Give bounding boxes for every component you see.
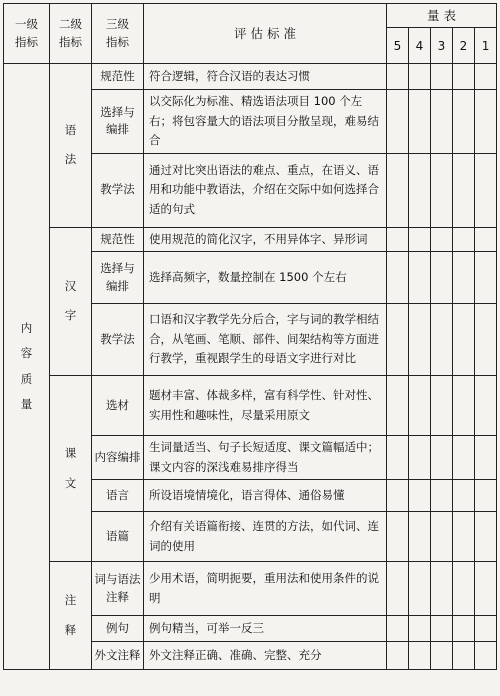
score-cell[interactable]	[409, 304, 431, 376]
score-cell[interactable]	[387, 64, 409, 90]
score-cell[interactable]	[387, 153, 409, 227]
header-level3: 三级 指标	[92, 4, 144, 64]
score-cell[interactable]	[453, 90, 475, 154]
score-cell[interactable]	[431, 252, 453, 304]
header-level1: 一级 指标	[4, 4, 50, 64]
score-cell[interactable]	[409, 616, 431, 642]
score-cell[interactable]	[475, 642, 497, 670]
criteria-cell: 口语和汉字教学先分后合，字与词的教学相结合，从笔画、笔顺、部件、间架结构等方面进行教学，重视跟学生的母语文字进行对比	[144, 304, 387, 376]
level2-cell: 课 文	[50, 376, 92, 562]
level3-cell	[92, 562, 144, 616]
score-cell[interactable]	[453, 304, 475, 376]
score-cell[interactable]	[387, 252, 409, 304]
score-cell[interactable]	[409, 480, 431, 512]
score-cell[interactable]	[453, 512, 475, 562]
criteria-cell: 外文注释正确、准确、完整、充分	[144, 642, 387, 670]
level3-cell	[92, 64, 144, 90]
score-cell[interactable]	[431, 562, 453, 616]
level3-label: 选材	[106, 397, 129, 412]
level2-cell: 语 法	[50, 64, 92, 228]
score-cell[interactable]	[431, 64, 453, 90]
score-cell[interactable]	[431, 616, 453, 642]
score-cell[interactable]	[453, 436, 475, 480]
level3-cell	[92, 153, 144, 227]
score-cell[interactable]	[431, 436, 453, 480]
score-cell[interactable]	[475, 64, 497, 90]
criteria-cell: 例句精当，可举一反三	[144, 616, 387, 642]
level3-label: 外文注释	[94, 647, 141, 662]
criteria-cell: 介绍有关语篇衔接、连贯的方法，如代词、连词的使用	[144, 512, 387, 562]
score-5-header: 5	[387, 28, 409, 64]
header-row	[4, 4, 497, 28]
score-cell[interactable]	[475, 512, 497, 562]
score-cell[interactable]	[431, 376, 453, 436]
score-cell[interactable]	[387, 642, 409, 670]
score-1-header: 1	[475, 28, 497, 64]
score-3-header: 3	[431, 28, 453, 64]
score-cell[interactable]	[431, 304, 453, 376]
level3-cell	[92, 90, 144, 154]
score-cell[interactable]	[475, 562, 497, 616]
criteria-cell: 使用规范的简化汉字，不用异体字、异形词	[144, 227, 387, 252]
level3-label: 内容编排	[94, 449, 141, 464]
level3-cell	[92, 436, 144, 480]
score-cell[interactable]	[475, 376, 497, 436]
score-cell[interactable]	[409, 562, 431, 616]
level3-cell	[92, 480, 144, 512]
score-cell[interactable]	[409, 64, 431, 90]
score-cell[interactable]	[387, 436, 409, 480]
table-row	[4, 227, 497, 252]
score-cell[interactable]	[453, 153, 475, 227]
criteria-cell: 符合逻辑，符合汉语的表达习惯	[144, 64, 387, 90]
level3-label: 规范性	[100, 68, 135, 83]
level3-label: 教学法	[100, 331, 135, 346]
evaluation-table	[3, 3, 497, 670]
table-row	[4, 64, 497, 90]
score-cell[interactable]	[475, 153, 497, 227]
score-cell[interactable]	[387, 616, 409, 642]
level3-cell	[92, 252, 144, 304]
score-cell[interactable]	[453, 642, 475, 670]
score-cell[interactable]	[431, 512, 453, 562]
level2-cell: 注 释	[50, 562, 92, 670]
level3-label: 选择与 编排	[100, 260, 135, 293]
score-cell[interactable]	[387, 90, 409, 154]
score-cell[interactable]	[431, 90, 453, 154]
criteria-cell: 通过对比突出语法的难点、重点，在语义、语用和功能中教语法，介绍在交际中如何选择合适的句式	[144, 153, 387, 227]
score-cell[interactable]	[453, 64, 475, 90]
score-cell[interactable]	[387, 512, 409, 562]
score-cell[interactable]	[453, 252, 475, 304]
score-cell[interactable]	[387, 376, 409, 436]
score-cell[interactable]	[475, 436, 497, 480]
score-cell[interactable]	[453, 616, 475, 642]
level3-cell	[92, 616, 144, 642]
score-cell[interactable]	[409, 90, 431, 154]
score-cell[interactable]	[409, 512, 431, 562]
header-criteria: 评 估 标 准	[144, 4, 387, 64]
score-cell[interactable]	[387, 227, 409, 252]
level3-label: 例句	[106, 620, 129, 635]
score-cell[interactable]	[387, 480, 409, 512]
score-cell[interactable]	[475, 227, 497, 252]
level3-label: 规范性	[100, 231, 135, 246]
level3-label: 教学法	[100, 182, 135, 197]
score-cell[interactable]	[409, 227, 431, 252]
header-level2: 二级 指标	[50, 4, 92, 64]
score-cell[interactable]	[409, 436, 431, 480]
score-cell[interactable]	[409, 642, 431, 670]
score-cell[interactable]	[431, 642, 453, 670]
score-cell[interactable]	[475, 90, 497, 154]
level3-label: 选择与 编排	[100, 104, 135, 137]
score-cell[interactable]	[387, 562, 409, 616]
level2-cell: 汉 字	[50, 227, 92, 376]
score-cell[interactable]	[409, 252, 431, 304]
score-cell[interactable]	[475, 480, 497, 512]
header-scale: 量 表	[387, 4, 497, 28]
score-cell[interactable]	[453, 376, 475, 436]
criteria-cell: 少用术语，简明扼要，重用法和使用条件的说明	[144, 562, 387, 616]
score-cell[interactable]	[475, 304, 497, 376]
score-4-header: 4	[409, 28, 431, 64]
score-cell[interactable]	[475, 252, 497, 304]
criteria-cell: 生词量适当、句子长短适度、课文篇幅适中；课文内容的深浅难易排序得当	[144, 436, 387, 480]
level3-label: 语篇	[106, 528, 129, 543]
score-cell[interactable]	[453, 562, 475, 616]
level3-cell	[92, 642, 144, 670]
score-cell[interactable]	[431, 153, 453, 227]
criteria-cell: 以交际化为标准、精选语法项目 100 个左右；将包容量大的语法项目分散呈现，难易结合	[144, 90, 387, 154]
score-cell[interactable]	[475, 616, 497, 642]
level3-cell	[92, 512, 144, 562]
score-cell[interactable]	[409, 153, 431, 227]
criteria-cell: 题材丰富、体裁多样，富有科学性、针对性、实用性和趣味性，尽量采用原文	[144, 376, 387, 436]
score-cell[interactable]	[387, 304, 409, 376]
criteria-cell: 所设语境情境化，语言得体、通俗易懂	[144, 480, 387, 512]
score-cell[interactable]	[453, 480, 475, 512]
score-cell[interactable]	[431, 227, 453, 252]
score-cell[interactable]	[453, 227, 475, 252]
table-row	[4, 562, 497, 616]
table-row	[4, 376, 497, 436]
score-2-header: 2	[453, 28, 475, 64]
level1-cell: 内 容 质 量	[4, 64, 50, 670]
table-body	[4, 4, 497, 670]
level3-label: 词与语法 注释	[94, 571, 141, 604]
criteria-cell: 选择高频字，数量控制在 1500 个左右	[144, 252, 387, 304]
score-cell[interactable]	[409, 376, 431, 436]
score-cell[interactable]	[431, 480, 453, 512]
level3-label: 语言	[106, 487, 129, 502]
level3-cell	[92, 304, 144, 376]
level3-cell	[92, 227, 144, 252]
level3-cell	[92, 376, 144, 436]
